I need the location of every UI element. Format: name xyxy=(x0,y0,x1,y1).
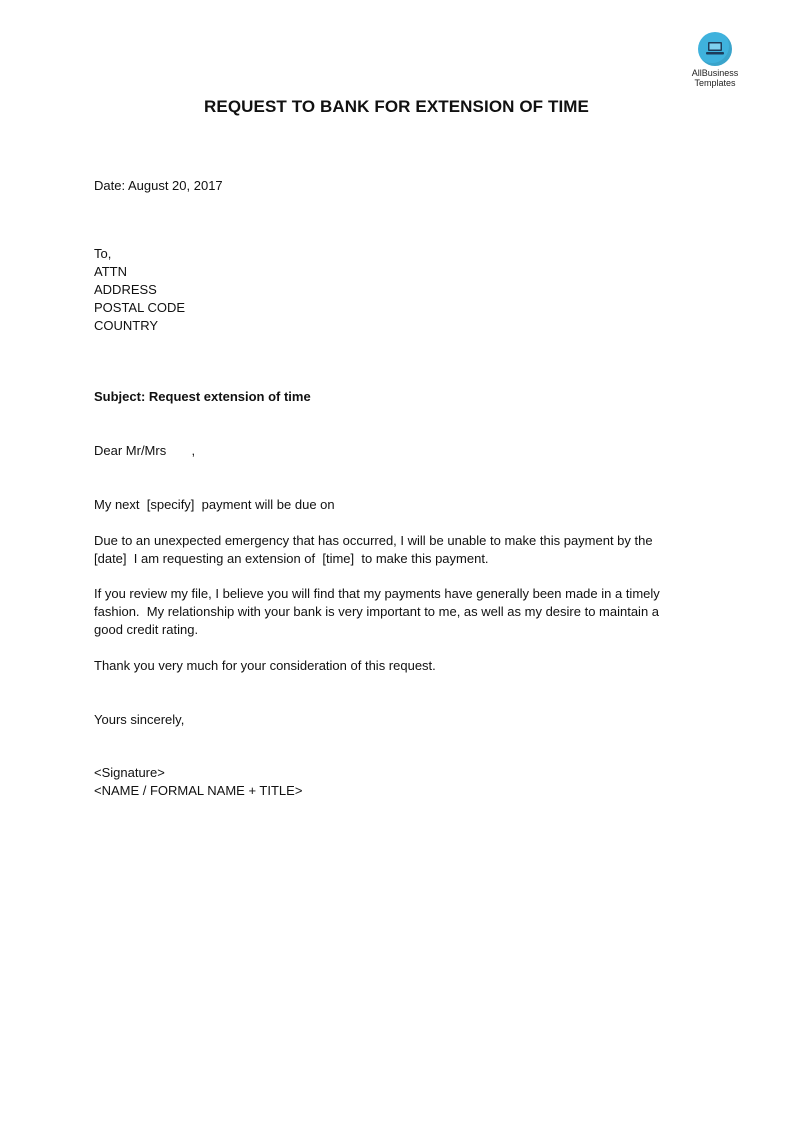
date-line: Date: August 20, 2017 xyxy=(94,178,223,193)
document-title: REQUEST TO BANK FOR EXTENSION OF TIME xyxy=(204,97,589,116)
closing: Yours sincerely, xyxy=(94,712,185,727)
body-paragraph-4: Thank you very much for your consideration of this request. xyxy=(94,658,436,673)
laptop-icon xyxy=(698,32,732,66)
body-paragraph-1: My next [specify] payment will be due on xyxy=(94,497,335,512)
body-paragraph-3 xyxy=(94,585,694,639)
salutation: Dear Mr/Mrs , xyxy=(94,443,196,458)
subject-line: Subject: Request extension of time xyxy=(94,389,311,404)
body-paragraph-3-line-2: fashion. My relationship with your bank is very important to me, as well as my desire to maintain a xyxy=(94,604,660,619)
recipient-postal-code: POSTAL CODE xyxy=(94,300,186,315)
body-paragraph-2 xyxy=(94,532,694,568)
name-title-placeholder: <NAME / FORMAL NAME + TITLE> xyxy=(94,783,303,798)
body-paragraph-2-line-2: [date] I am requesting an extension of [time] to make this payment. xyxy=(94,551,489,566)
recipient-to: To, xyxy=(94,246,112,261)
body-paragraph-2-line-1: Due to an unexpected emergency that has occurred, I will be unable to make this payment by the xyxy=(94,533,653,548)
logo-text-line2: Templates xyxy=(694,78,736,88)
recipient-country: COUNTRY xyxy=(94,318,159,333)
body-paragraph-3-line-1: If you review my file, I believe you will find that my payments have generally been made in a timely xyxy=(94,586,660,601)
logo-text-line1: AllBusiness xyxy=(691,68,739,78)
recipient-attn: ATTN xyxy=(94,264,127,279)
recipient-address: ADDRESS xyxy=(94,282,157,297)
signature-placeholder: <Signature> xyxy=(94,765,165,780)
body-paragraph-3-line-3: good credit rating. xyxy=(94,622,199,637)
allbusiness-logo xyxy=(683,32,747,88)
